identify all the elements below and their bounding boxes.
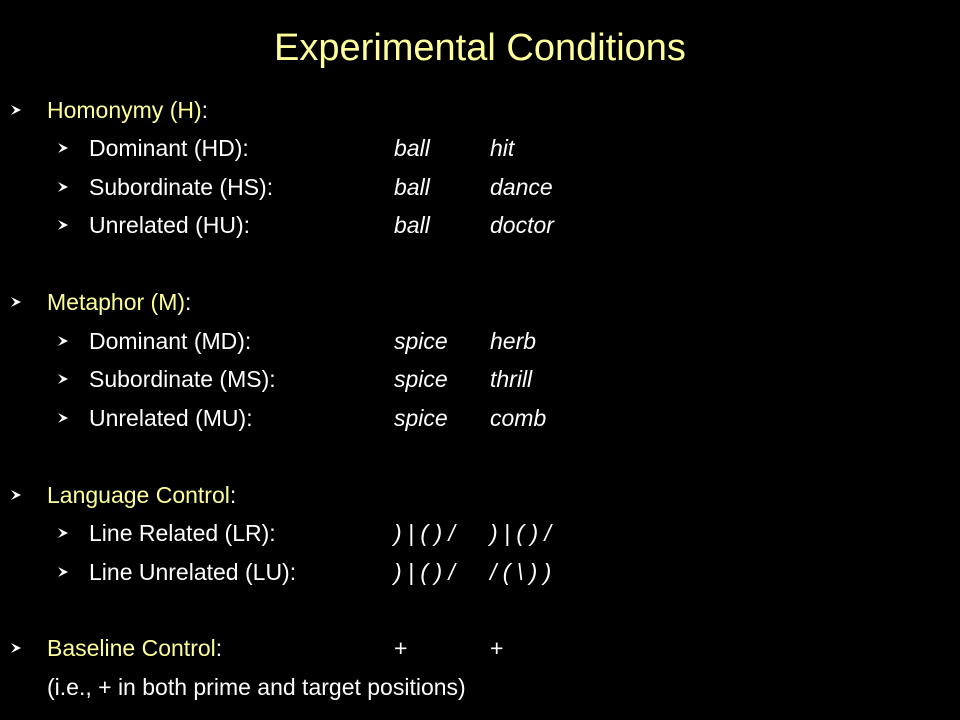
arrowhead-bullet-icon <box>57 142 69 154</box>
condition-label: Subordinate (MS): <box>89 366 276 392</box>
arrowhead-bullet-icon <box>57 373 69 385</box>
prime-symbol: + <box>394 635 408 661</box>
condition-row-lr <box>0 518 960 548</box>
target-word: dance <box>490 174 553 200</box>
section-homonymy <box>0 95 960 125</box>
prime-word: spice <box>394 366 448 392</box>
target-word: ) | ( ) / <box>490 520 551 546</box>
condition-row-hu <box>0 210 960 240</box>
condition-label: Dominant (HD): <box>89 135 249 161</box>
condition-label: Subordinate (HS): <box>89 174 274 200</box>
condition-row-ms <box>0 364 960 394</box>
section-language-control <box>0 480 960 510</box>
prime-word: ) | ( ) / <box>394 559 455 585</box>
condition-label: Dominant (MD): <box>89 328 252 354</box>
arrowhead-bullet-icon <box>10 296 22 308</box>
condition-row-hd <box>0 133 960 163</box>
prime-word: spice <box>394 405 448 431</box>
prime-word: ball <box>394 135 430 161</box>
arrowhead-bullet-icon <box>10 642 22 654</box>
slide-title: Experimental Conditions <box>274 27 686 69</box>
section-label: Metaphor (M): <box>47 289 192 315</box>
section-label: Homonymy (H): <box>47 97 209 123</box>
target-word: comb <box>490 405 547 431</box>
section-metaphor <box>0 287 960 317</box>
condition-label: Unrelated (HU): <box>89 212 251 238</box>
condition-row-hs <box>0 172 960 202</box>
arrowhead-bullet-icon <box>10 489 22 501</box>
arrowhead-bullet-icon <box>57 412 69 424</box>
condition-row-mu <box>0 403 960 433</box>
arrowhead-bullet-icon <box>57 527 69 539</box>
condition-label: Line Related (LR): <box>89 520 276 546</box>
section-label: Baseline Control: <box>47 635 223 661</box>
target-word: doctor <box>490 212 554 238</box>
target-word: hit <box>490 135 515 161</box>
section-label: Language Control: <box>47 482 237 508</box>
arrowhead-bullet-icon <box>57 219 69 231</box>
prime-word: spice <box>394 328 448 354</box>
condition-label: Line Unrelated (LU): <box>89 559 297 585</box>
baseline-note: (i.e., + in both prime and target positions) <box>47 674 466 700</box>
target-word: / ( \ ) ) <box>490 559 552 585</box>
target-symbol: + <box>490 635 504 661</box>
arrowhead-bullet-icon <box>10 104 22 116</box>
target-word: herb <box>490 328 537 354</box>
arrowhead-bullet-icon <box>57 335 69 347</box>
arrowhead-bullet-icon <box>57 566 69 578</box>
target-word: thrill <box>490 366 533 392</box>
prime-word: ) | ( ) / <box>394 520 455 546</box>
prime-word: ball <box>394 212 430 238</box>
condition-row-md <box>0 326 960 356</box>
prime-word: ball <box>394 174 430 200</box>
section-baseline-control <box>0 633 960 663</box>
condition-row-lu <box>0 557 960 587</box>
arrowhead-bullet-icon <box>57 181 69 193</box>
condition-label: Unrelated (MU): <box>89 405 253 431</box>
